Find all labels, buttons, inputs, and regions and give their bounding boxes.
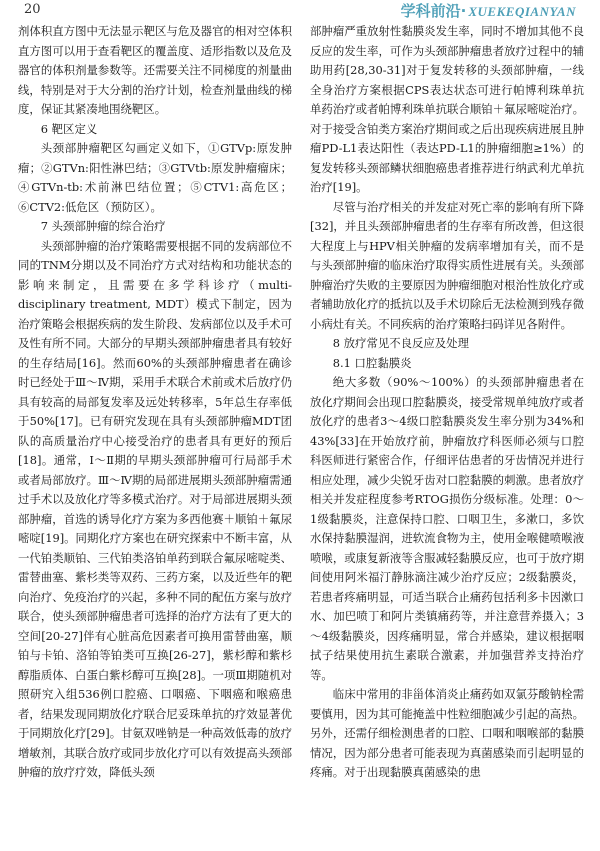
section-heading-8-1: 8.1 口腔黏膜炎 — [332, 355, 412, 370]
journal-title-en: XUEKEQIANYAN — [468, 4, 576, 19]
paragraph-complications: 尽管与治疗相关的并发症对死亡率的影响有所下降[32]，并且头颈部肿瘤患者的生存率有所改善，但这很大程度上与HPV相关肿瘤的发病率增加有关，而不是与头颈部肿瘤的临床治疗取得实质性进展有关。头颈部肿瘤治疗失败的主要原因为肿瘤细胞对根治性放化疗或者辅助放化疗的抵抗以及手术切除后无法检测到残存微小病灶有关。不同疾病的治疗策略扫码详见各附件。 — [310, 199, 584, 331]
section-heading-7: 7 头颈部肿瘤的综合治疗 — [40, 219, 166, 233]
left-column — [18, 22, 292, 850]
right-column — [310, 22, 584, 850]
paragraph-dvh-continued: 剂体积直方图中无法显示靶区与危及器官的相对空体积直方图可以用于查看靶区的覆盖度、适形指数以及危及器官的体积剂量参数等。还需要关注不同梯度的剂量曲线，特别是对于大分割的治疗计划，检查剂量曲线的梯度，保证其紧凑地围绕靶区。 — [18, 24, 292, 116]
paragraph-oral-mucositis: 绝大多数（90%～100%）的头颈部肿瘤患者在放化疗期间会出现口腔黏膜炎，接受常规单纯放疗或者放化疗的患者3～4级口腔黏膜炎发生率分别为34%和43%[33]在开始放疗前，肿瘤放疗科医师必须与口腔科医师进行紧密合作，仔细评估患者的牙齿情况并进行相应处理，减少尖锐牙齿对口腔黏膜的刺激。患者放疗相关并发症程度参考RTOG损伤分级标准。处理：0～1级黏膜炎，注意保持口腔、口咽卫生，多漱口，多饮水保持黏膜湿润，进软流食物为主，使用金喉健喷喉液喷喉，或康复新液等含服减轻黏膜反应，也可于放疗期间使用阿米福汀静脉滴注减少治疗反应；2级黏膜炎，若患者疼痛明显，可适当联合止痛药包括利多卡因漱口水、加巴喷丁和阿片类镇痛药等，并注意营养摄入；3～4级黏膜炎，因疼痛明显，常合并感染，建议根据咽拭子结果使用抗生素联合激素，并加强营养支持治疗等。 — [310, 375, 584, 682]
journal-title-cn: 学科前沿· — [400, 2, 467, 20]
paragraph-comprehensive-treatment: 头颈部肿瘤的治疗策略需要根据不同的发病部位不同的TNM分期以及不同治疗方式对结构和功能状态的影响来制定，且需要在多学科诊疗（multi-disciplinary treatment, MDT）模式下制定，因为治疗策略会根据疾病的发生阶段、发病部位以及手术可及性有所不同。大部分的早期头颈部肿瘤患者具有较好的生存结局[16]。然而60%的头颈部肿瘤患者在确诊时已经处于Ⅲ～Ⅳ期，采用手术联合术前或术后放疗仍具有较高的局部复发率及远处转移率，5年总生存率低于50%[17]。已有研究发现在具有头颈部肿瘤MDT团队的高质量治疗中心接受治疗的患者具有更好的预后[18]。通常，Ⅰ～Ⅱ期的早期头颈部肿瘤可行局部手术或者局部放疗。Ⅲ～Ⅳ期的局部进展期头颈部肿瘤需通过手术以及放化疗等多模式治疗。对于局部进展期头颈部肿瘤，首选的诱导化疗方案为多西他赛＋顺铂＋氟尿嘧啶[19]。同期化疗方案也在研究探索中不断丰富，从一代铂类顺铂、三代铂类洛铂单药到联合氟尿嘧啶类、雷替曲塞、紫杉类等双药、三药方案，以及近些年的靶向治疗、免疫治疗的兴起，多种不同的配伍方案与放疗联合，使头颈部肿瘤患者可选择的治疗方法有了更大的空间[20-27]伴有心脏高危因素者可换用雷替曲塞，顺铂与卡铂、洛铂等铂类可互换[26-27]，紫杉醇和紫杉醇脂质体、白蛋白紫杉醇可互换[28]。一项Ⅲ期随机对照研究入组536例口腔癌、口咽癌、下咽癌和喉癌患者，结果发现同期放化疗联合尼妥珠单抗的疗效显著优于同期放化疗[29]。甘氨双唑钠是一种高效低毒的放疗增敏剂，其联合放疗或同步放化疗可以有效提高头颈部肿瘤的放疗疗效，降低头颈 — [18, 238, 292, 779]
paragraph-nsaid-caution: 临床中常用的非甾体消炎止痛药如双氯芬酸钠栓需要慎用，因为其可能掩盖中性粒细胞减少引起的高热。另外，还需仔细检测患者的口腔、口咽和咽喉部的黏膜情况，因为部分患者可能表现为真菌感染而引起明显的疼痛。对于出现黏膜真菌感染的患 — [310, 687, 584, 779]
section-heading-6: 6 靶区定义 — [40, 121, 98, 136]
section-heading-8: 8 放疗常见不良反应及处理 — [332, 336, 469, 350]
paragraph-treatment-continued: 部肿瘤严重放射性黏膜炎发生率，同时不增加其他不良反应的发生率，可作为头颈部肿瘤患者放疗过程中的辅助用药[28,30-31]对于复发转移的头颈部肿瘤，一线全身治疗方案根据CPS表达状态可进行帕博利珠单抗单药治疗或者帕博利珠单抗联合顺铂＋氟尿嘧啶治疗。对于接受含铂类方案治疗期间或之后出现疾病进展且肿瘤PD-L1表达阳性（表达PD-L1的肿瘤细胞≥1%）的复发转移头颈部鳞状细胞癌患者推荐进行纳武利尤单抗治疗[19]。 — [310, 24, 584, 194]
paragraph-target-definition: 头颈部肿瘤靶区勾画定义如下，①GTVp:原发肿瘤；②GTVn:阳性淋巴结；③GTVtb:原发肿瘤瘤床；④GTVn-tb:术前淋巴结位置；⑤CTV1:高危区；⑥CTV2:低危区（预防区）。 — [18, 141, 292, 214]
page-number: 20 — [24, 2, 41, 17]
journal-header — [401, 0, 576, 21]
